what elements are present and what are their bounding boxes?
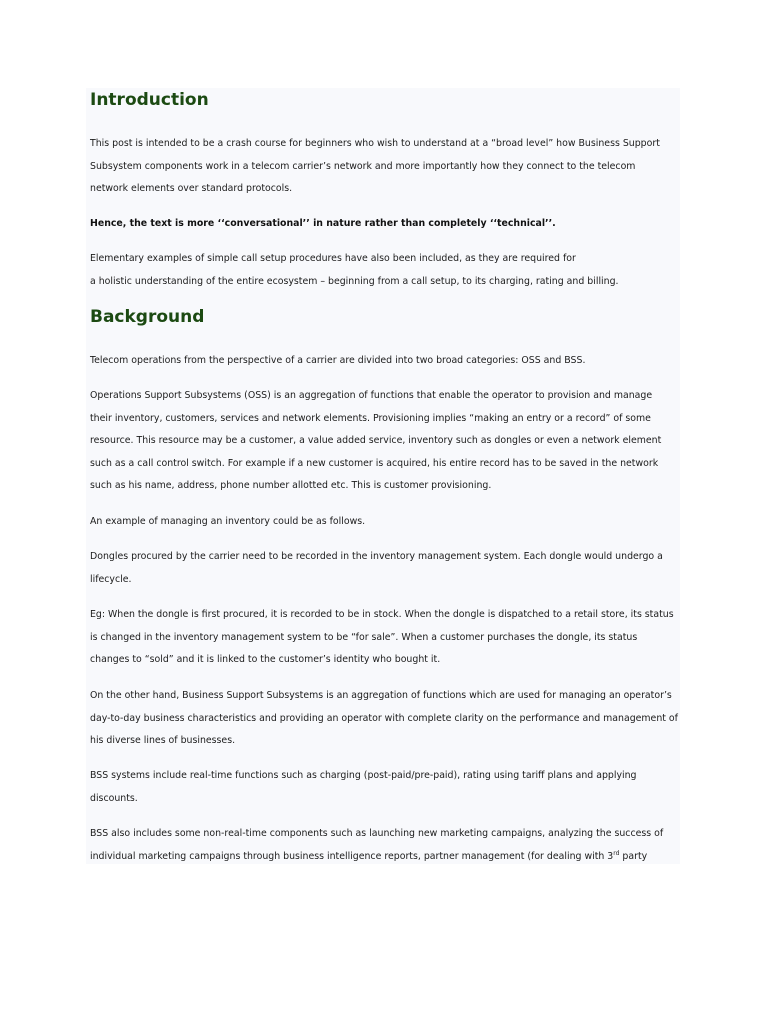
background-paragraph-8-text: BSS also includes some non-real-time components such as launching new marketing campaigns, analyzing the success of individual marketing campaigns through business intelligence reports, partner management (for dealing with 3 xyxy=(90,828,664,862)
intro-paragraph-3-line-1: Elementary examples of simple call setup procedures have also been included, as they are required for xyxy=(90,253,576,264)
background-paragraph-8-tail: party xyxy=(619,850,648,862)
background-paragraph-6: On the other hand, Business Support Subsystems is an aggregation of functions which are used for managing an operator’s day-to-day business characteristics and providing an operator with complete clarity on the performance and management of his diverse lines of businesses. xyxy=(90,690,678,747)
background-paragraph-4: Dongles procured by the carrier need to be recorded in the inventory management system. Each dongle would undergo a lifecycle. xyxy=(90,551,663,585)
intro-paragraph-1: This post is intended to be a crash course for beginners who wish to understand at a “broad level” how Business Support Subsystem components work in a telecom carrier’s network and more importantly how they connect to the telecom network elements over standard protocols. xyxy=(90,138,660,195)
background-paragraph-1: Telecom operations from the perspective of a carrier are divided into two broad categories: OSS and BSS. xyxy=(90,355,586,366)
background-paragraph-2: Operations Support Subsystems (OSS) is an aggregation of functions that enable the operator to provision and manage their inventory, customers, services and network elements. Provisioning implies “making an entry or a record” of some resource. This resource may be a customer, a value added service, inventory such as dongles or even a network element such as a call control switch. For example if a new customer is acquired, his entire record has to be saved in the network such as his name, address, phone number allotted etc. This is customer provisioning. xyxy=(90,390,662,492)
background-paragraph-7: BSS systems include real-time functions such as charging (post-paid/pre-paid), rating using tariff plans and applying discounts. xyxy=(90,770,637,804)
background-paragraph-8 xyxy=(90,823,676,864)
background-paragraph-3: An example of managing an inventory could be as follows. xyxy=(90,516,366,527)
ordinal-suffix: rd xyxy=(613,849,620,857)
background-paragraph-5: Eg: When the dongle is first procured, it is recorded to be in stock. When the dongle is dispatched to a retail store, its status is changed in the inventory management system to be “for sale”. When a customer purchases the dongle, its status changes to “sold” and it is linked to the customer’s identity who bought it. xyxy=(90,609,674,666)
introduction-heading: Introduction xyxy=(90,90,209,110)
background-heading: Background xyxy=(90,307,205,327)
intro-paragraph-2: Hence, the text is more ‘‘conversational’’ in nature rather than completely ‘‘technical’’. xyxy=(90,218,556,229)
document-page xyxy=(86,88,680,864)
intro-paragraph-3-line-2: a holistic understanding of the entire ecosystem – beginning from a call setup, to its charging, rating and billing. xyxy=(90,276,619,287)
